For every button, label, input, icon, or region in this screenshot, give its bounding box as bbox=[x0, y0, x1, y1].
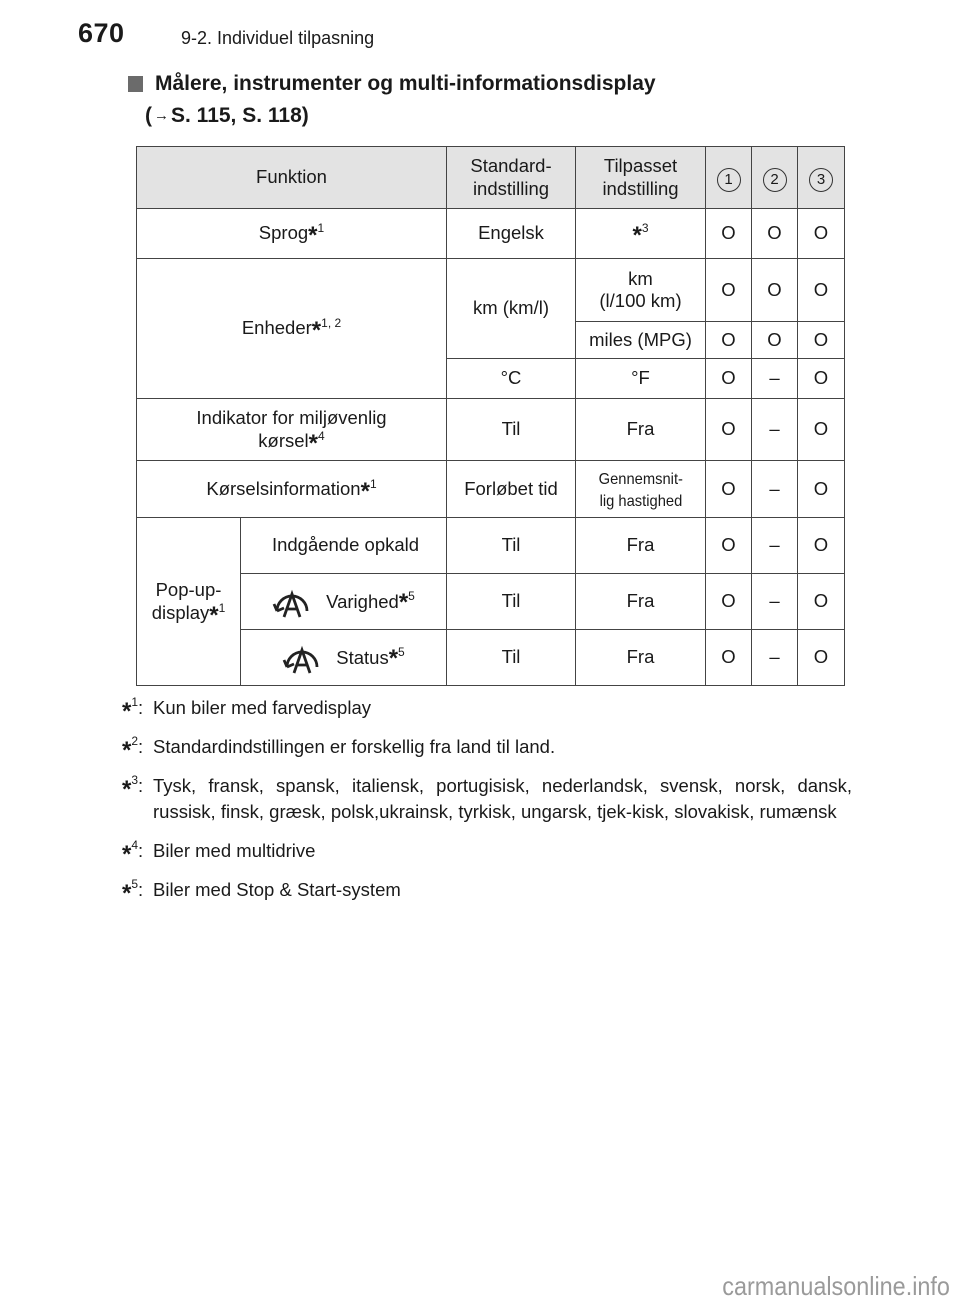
col-2-value: – bbox=[752, 359, 798, 399]
custom-value: miles (MPG) bbox=[576, 322, 706, 359]
col-1-value: O bbox=[706, 359, 752, 399]
table-header-row bbox=[137, 147, 845, 209]
row-label-popup: Pop-up- display*$^1$ bbox=[137, 518, 241, 686]
footnotes bbox=[122, 695, 862, 916]
arrow-right-icon: → bbox=[154, 107, 169, 124]
footnote: *$^2$: Standardindstillingen er forskellig fra land til land. bbox=[122, 734, 556, 764]
col-3-value: O bbox=[798, 630, 845, 686]
col-1-value: O bbox=[706, 399, 752, 461]
col-1-value: O bbox=[706, 574, 752, 630]
footnote: *$^5$: Biler med Stop & Start-system bbox=[122, 877, 401, 907]
standard-value: km (km/l) bbox=[447, 259, 576, 359]
custom-value: *$^3$ bbox=[576, 209, 706, 259]
standard-value: Engelsk bbox=[447, 209, 576, 259]
heading-bullet-icon bbox=[128, 76, 143, 92]
col-1-value: O bbox=[706, 630, 752, 686]
table-row bbox=[137, 259, 845, 322]
col-1-value: O bbox=[706, 518, 752, 574]
footnote: *$^3$: Tysk, fransk, spansk, italiensk, portugisisk, nederlandsk, svensk, norsk, dansk, russisk, finsk, græsk, polsk,ukrainsk, tyrkisk, ungarsk, tjek-kisk, slovakisk, rumænsk bbox=[122, 773, 852, 822]
table-row bbox=[137, 399, 845, 461]
heading-reference: ( →S. 115, S. 118) bbox=[145, 104, 309, 127]
header-function: Funktion bbox=[137, 147, 447, 209]
col-3-value: O bbox=[798, 574, 845, 630]
col-2-value: – bbox=[752, 461, 798, 518]
col-3-value: O bbox=[798, 322, 845, 359]
custom-value: Gennemsnit- lig hastighed bbox=[576, 461, 706, 518]
col-3-value: O bbox=[798, 359, 845, 399]
watermark: carmanualsonline.info bbox=[722, 1271, 950, 1301]
col-3-value: O bbox=[798, 399, 845, 461]
row-label-eco: Indikator for miljøvenlig kørsel*$^4$ bbox=[137, 399, 447, 461]
custom-value: Fra bbox=[576, 518, 706, 574]
custom-value: Fra bbox=[576, 630, 706, 686]
col-2-value: O bbox=[752, 259, 798, 322]
header-standard: Standard- indstilling bbox=[447, 147, 576, 209]
sub-label-incoming-call: Indgående opkald bbox=[241, 518, 447, 574]
custom-value: Fra bbox=[576, 574, 706, 630]
col-2-value: – bbox=[752, 630, 798, 686]
auto-stop-start-icon bbox=[272, 584, 312, 620]
footnote: *$^1$: Kun biler med farvedisplay bbox=[122, 695, 371, 725]
settings-table bbox=[136, 146, 845, 686]
section-title: 9-2. Individuel tilpasning bbox=[181, 28, 375, 48]
sub-label-duration: Varighed*$^5$ bbox=[241, 574, 447, 630]
circle-2-icon: 2 bbox=[763, 168, 787, 192]
table-row bbox=[137, 461, 845, 518]
custom-value: km (l/100 km) bbox=[576, 259, 706, 322]
auto-stop-start-icon bbox=[282, 640, 322, 676]
row-label-enheder: Enheder*$^{1, 2}$ bbox=[137, 259, 447, 399]
standard-value: Til bbox=[447, 518, 576, 574]
header-col-3 bbox=[798, 147, 845, 209]
table-row bbox=[137, 574, 845, 630]
circle-3-icon: 3 bbox=[809, 168, 833, 192]
table-row bbox=[137, 518, 845, 574]
col-2-value: – bbox=[752, 518, 798, 574]
col-2-value: – bbox=[752, 399, 798, 461]
header-col-2 bbox=[752, 147, 798, 209]
col-3-value: O bbox=[798, 518, 845, 574]
custom-value: °F bbox=[576, 359, 706, 399]
row-label-sprog: Sprog*$^1$ bbox=[137, 209, 447, 259]
standard-value: °C bbox=[447, 359, 576, 399]
col-1-value: O bbox=[706, 322, 752, 359]
standard-value: Til bbox=[447, 630, 576, 686]
col-1-value: O bbox=[706, 461, 752, 518]
footnote: *$^4$: Biler med multidrive bbox=[122, 838, 316, 868]
custom-value: Fra bbox=[576, 399, 706, 461]
col-2-value: O bbox=[752, 209, 798, 259]
col-3-value: O bbox=[798, 259, 845, 322]
col-1-value: O bbox=[706, 209, 752, 259]
circle-1-icon: 1 bbox=[717, 168, 741, 192]
col-3-value: O bbox=[798, 209, 845, 259]
table-row bbox=[137, 209, 845, 259]
page-number: 670 bbox=[78, 18, 125, 48]
sub-label-status: Status*$^5$ bbox=[241, 630, 447, 686]
standard-value: Forløbet tid bbox=[447, 461, 576, 518]
table-row bbox=[137, 630, 845, 686]
col-1-value: O bbox=[706, 259, 752, 322]
standard-value: Til bbox=[447, 399, 576, 461]
col-2-value: – bbox=[752, 574, 798, 630]
standard-value: Til bbox=[447, 574, 576, 630]
col-2-value: O bbox=[752, 322, 798, 359]
heading-title: Målere, instrumenter og multi-informationsdisplay bbox=[155, 72, 656, 95]
col-3-value: O bbox=[798, 461, 845, 518]
row-label-drive-info: Kørselsinformation*$^1$ bbox=[137, 461, 447, 518]
header-col-1 bbox=[706, 147, 752, 209]
header-custom: Tilpasset indstilling bbox=[576, 147, 706, 209]
